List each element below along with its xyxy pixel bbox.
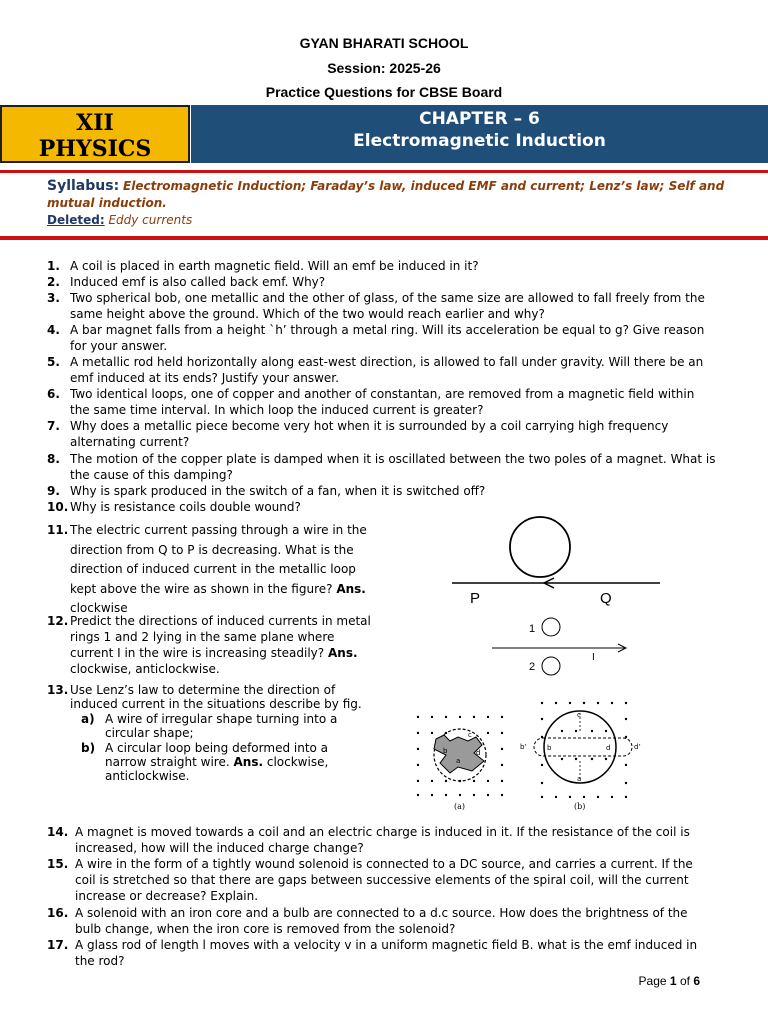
question-5: 5. A metallic rod held horizontally along east-west direction, is allowed to fall under gravity. Will there be an emf induced at its ends? Justify your answer.	[47, 355, 704, 385]
ring-2-label: 2	[529, 661, 536, 673]
current-label: I	[592, 652, 595, 663]
class-subject-box	[0, 105, 190, 163]
question-3: 3. Two spherical bob, one metallic and the other of glass, of the same size are allowed to fall freely from the same height above the ground. Which of the two would reach earlier and why?	[47, 291, 705, 321]
question-11: 11. The electric current passing through a wire in the direction from Q to P is decreasing. What is the direction of induced current in the metallic loop kept above the wire as shown in the figure? Ans. clockwise	[47, 523, 367, 615]
page-subtitle: Practice Questions for CBSE Board	[265, 84, 503, 100]
question-10: 10. Why is resistance coils double wound?	[47, 500, 301, 514]
point-b: b	[443, 747, 448, 755]
school-name: GYAN BHARATI SCHOOL	[299, 35, 469, 51]
ring-1-label: 1	[529, 623, 536, 635]
deleted-label: Deleted:	[47, 213, 105, 227]
question-9: 9. Why is spark produced in the switch of a fan, when it is switched off?	[47, 484, 486, 498]
point-b-prime: b’	[520, 743, 527, 751]
question-12: 12. Predict the directions of induced currents in metal rings 1 and 2 lying in the same plane where current I in the wire is increasing steadily? Ans. clockwise, anticlockwise.	[47, 614, 371, 676]
chapter-title: Electromagnetic Induction	[353, 131, 606, 151]
syllabus-text: Electromagnetic Induction; Faraday’s law, induced EMF and current; Lenz’s law; Self and mutual induction.	[47, 179, 725, 210]
label-p: P	[470, 590, 481, 607]
figure-q13-loops	[410, 697, 650, 812]
question-14: 14. A magnet is moved towards a coil and an electric charge is induced in it. If the resistance of the coil is increased, how will the induced charge change?	[47, 825, 690, 855]
question-17: 17. A glass rod of length l moves with a velocity v in a uniform magnetic field B. what is the emf induced in the rod?	[47, 938, 698, 968]
syllabus-block	[47, 178, 747, 229]
point-a-b: a	[577, 775, 582, 783]
divider-top	[0, 170, 768, 173]
deleted-text: Eddy currents	[108, 213, 193, 227]
ring-2	[542, 657, 560, 675]
fig-b-caption: (b)	[574, 802, 586, 811]
point-d-b: d	[606, 744, 611, 752]
point-b-b: b	[547, 744, 552, 752]
metal-loop	[510, 517, 570, 577]
ring-1	[542, 618, 560, 636]
q13-sub-b: b) A circular loop being deformed into a narrow straight wire. Ans. clockwise, anticlockwise.	[81, 741, 329, 783]
question-2: 2. Induced emf is also called back emf. Why?	[47, 275, 326, 289]
question-4: 4. A bar magnet falls from a height `h’ through a metal ring. Will its acceleration be equal to g? Give reason for your answer.	[47, 323, 705, 353]
syllabus-label: Syllabus:	[47, 178, 120, 194]
label-q: Q	[600, 590, 612, 607]
point-a: a	[456, 757, 461, 765]
title-banner	[0, 105, 768, 163]
figure-q11-loop-wire	[448, 515, 748, 610]
chapter-number: CHAPTER – 6	[419, 109, 540, 129]
point-c: c	[468, 731, 472, 739]
fig-a-caption: (a)	[454, 802, 466, 811]
question-6: 6. Two identical loops, one of copper and another of constantan, are removed from a magnetic field within the same time interval. In which loop the induced current is greater?	[47, 387, 695, 417]
session: Session: 2025-26	[327, 60, 441, 76]
field-dots-b	[541, 702, 627, 798]
point-d: d	[476, 749, 481, 757]
question-13: 13. Use Lenz’s law to determine the direction of induced current in the situations describe by fig. a) A wire of irregular shape turning into a circular shape; b) A circular loop being deformed into a narrow straight wire. Ans. clockwise, anticlockwise.	[47, 683, 372, 783]
subject-label: PHYSICS	[38, 136, 152, 162]
question-15: 15. A wire in the form of a tightly wound solenoid is connected to a DC source, and carries a current. If the coil is stretched so that there are gaps between successive elements of the spiral coil, will the current increase or decrease? Explain.	[47, 857, 693, 903]
question-8: 8. The motion of the copper plate is damped when it is oscillated between the two poles of a magnet. What is the cause of this damping?	[47, 452, 716, 482]
question-1: 1. A coil is placed in earth magnetic field. Will an emf be induced in it?	[47, 259, 479, 273]
class-label: XII	[76, 110, 114, 136]
question-7: 7. Why does a metallic piece become very hot when it is surrounded by a coil carrying high frequency alternating current?	[47, 419, 669, 449]
divider-bottom	[0, 236, 768, 240]
figure-q12-rings	[490, 612, 630, 680]
point-c-b: c	[577, 711, 581, 719]
chapter-box	[191, 105, 768, 163]
question-16: 16. A solenoid with an iron core and a bulb are connected to a d.c source. How does the brightness of the bulb change, when the iron core is removed from the solenoid?	[47, 906, 688, 936]
page-number: Page 1 of 6	[638, 974, 700, 988]
q13-sub-a: a) A wire of irregular shape turning into a circular shape;	[81, 712, 338, 740]
point-d-prime: d’	[634, 743, 641, 751]
